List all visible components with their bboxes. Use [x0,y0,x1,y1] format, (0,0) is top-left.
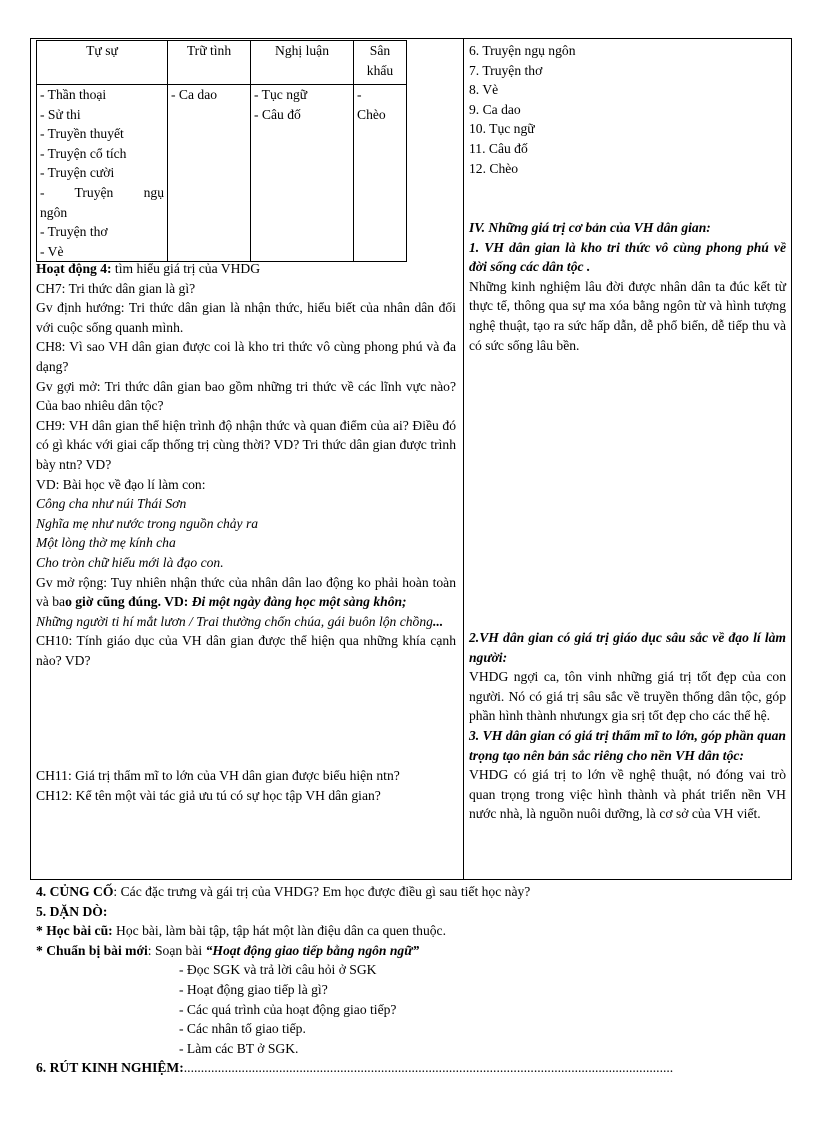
poem-line: Cho tròn chữ hiếu mới là đạo con. [36,554,224,570]
left-content [36,259,456,670]
proverb: Những người ti hí mắt lươn / Trai thường chốn chúa, gái buôn lộn chồng... [36,613,444,629]
question-ch10: CH10: Tính giáo dục của VH dân gian được thể hiện qua những khía cạnh nào? VD? [36,633,456,668]
list-item: - Vè [40,243,64,259]
list-item: 6. Truyện ngụ ngôn [469,43,576,58]
header-san-khau: Sân khấu [354,41,407,85]
list-item: 11. Câu đố [469,140,528,156]
question-ch9: CH9: VH dân gian thể hiện trình độ nhận thức và quan điểm của ai? Điều đó có gì khác với giai cấp thống trị cùng thời? VD? Tri thức dân gian được trình bày ntn? VD? [36,417,456,472]
header-tru-tinh: Trữ tình [168,41,251,85]
homework-heading: 5. DẶN DÒ: [36,903,108,919]
section-3-title: 3. VH dân gian có giá trị thẩm mĩ to lớn, góp phần quan trọng tạo nên bản sắc riêng cho nền VH dân tộc: [469,727,786,763]
section-3-text: VHDG có giá trị to lớn về nghệ thuật, nó đóng vai trò quan trọng trong việc hình thành và phát triển nền VH nước nhà, là nguồn nuôi dưỡng, là cơ sở của VH viết. [469,767,786,822]
question-ch12: CH12: Kể tên một vài tác giả ưu tú có sự học tập VH dân gian? [36,787,381,803]
list-item: - Hoạt động giao tiếp là gì? [179,981,328,997]
activity-heading: Hoạt động 4: tìm hiểu giá trị của VHDG [36,261,261,276]
list-item: 12. Chèo [469,160,519,176]
list-item: - Thần thoại [40,87,107,102]
teacher-expand: Gv mở rộng: Tuy nhiên nhận thức của nhân dân lao động ko phải hoàn toàn và bao giờ cũng đúng. VD: Đi một ngày đàng học một sàng khôn; [36,574,456,610]
list-item: - Các nhân tố giao tiếp. [179,1021,306,1037]
list-item: - Câu đố [254,106,301,122]
cell-tu-su [37,85,168,262]
header-tu-su: Tự sự [37,41,168,85]
list-item: - Truyện ngụ ngôn [40,184,164,220]
section-1-text: Những kinh nghiệm lâu đời được nhân dân ta đúc kết từ thực tế, thông qua sự ma xóa bằng ngôn từ và hình tượng nghệ thuật, tạo ra sức hấp dẫn, dễ phổ biến, dễ tiếp thu và có sức sống lâu bền. [469,278,786,353]
list-item: - Truyện cổ tích [40,145,127,161]
list-item: 10. Tục ngữ [469,121,535,137]
section-2-text: VHDG ngợi ca, tôn vinh những giá trị tốt đẹp của con người. Nó có giá trị sâu sắc về truyền thống dân tộc, góp phần hình thành nhưungx gia srị tốt đẹp cho các thế hệ. [469,669,786,724]
list-item: Chèo [357,106,386,122]
teacher-guide-2: Gv gợi mở: Tri thức dân gian bao gồm những tri thức về các lĩnh vực nào? Của bao nhiêu dân tộc? [36,378,456,414]
cell-nghi-luan [251,85,354,262]
question-ch8: CH8: Vì sao VH dân gian được coi là kho tri thức vô cùng phong phú và đa dạng? [36,339,456,374]
question-ch11: CH11: Giá trị thẩm mĩ to lớn của VH dân gian được biểu hiện ntn? [36,768,400,783]
list-item: - Truyền thuyết [40,126,124,142]
genre-table [36,40,407,262]
list-item: 8. Vè [469,82,499,98]
poem-line: Nghĩa mẹ như nước trong nguồn chảy ra [36,515,259,531]
list-item: 7. Truyện thơ [469,62,543,78]
section-1-title: 1. VH dân gian là kho tri thức vô cùng phong phú về đời sống các dân tộc . [469,239,786,275]
cell-san-khau [354,85,407,262]
footer [36,882,796,1078]
example-intro: VD: Bài học về đạo lí làm con: [36,476,206,492]
review-old-lesson: * Học bài cũ: Học bài, làm bài tập, tập hát một làn điệu dân ca quen thuộc. [36,923,446,939]
list-item: - Làm các BT ở SGK. [179,1040,299,1056]
list-item: - Truyện thơ [40,224,108,240]
poem-line: Công cha như núi Thái Sơn [36,496,187,512]
list-item: - Tục ngữ [254,87,308,102]
teacher-guide-1: Gv định hướng: Tri thức dân gian là nhận thức, hiểu biết của nhân dân đối với cuộc sống quanh mình. [36,300,456,335]
consolidation: 4. CỦNG CỐ: Các đặc trưng và gái trị của VHDG? Em học được điều gì sau tiết học này? [36,884,531,899]
section-iv-title: IV. Những giá trị cơ bản của VH dân gian: [469,220,711,235]
list-item: - Sử thi [40,106,81,122]
list-item: - Truyện cười [40,165,115,181]
genre-number-list [469,41,789,178]
list-item: - Các quá trình của hoạt động giao tiếp? [179,1001,397,1017]
list-item: 9. Ca dao [469,101,521,117]
question-ch7: CH7: Tri thức dân gian là gì? [36,280,196,296]
list-item: - [357,87,362,102]
right-content-2 [469,628,786,824]
prepare-new-lesson: * Chuẩn bị bài mới: Soạn bài “Hoạt động giao tiếp bằng ngôn ngữ” [36,942,420,958]
left-content-2 [36,766,456,805]
poem-line: Một lòng thờ mẹ kính cha [36,535,176,551]
prep-list [36,960,796,1058]
lesson-reflection: 6. RÚT KINH NGHIỆM:................................................................................................................................................ [36,1060,674,1076]
list-item: - Ca dao [171,87,218,102]
header-nghi-luan: Nghị luận [251,41,354,85]
right-content-1 [469,218,786,355]
cell-tru-tinh [168,85,251,262]
list-item: - Đọc SGK và trả lời câu hỏi ở SGK [179,962,377,978]
section-2-title: 2.VH dân gian có giá trị giáo dục sâu sắc về đạo lí làm người: [469,630,786,665]
column-divider [463,38,464,880]
